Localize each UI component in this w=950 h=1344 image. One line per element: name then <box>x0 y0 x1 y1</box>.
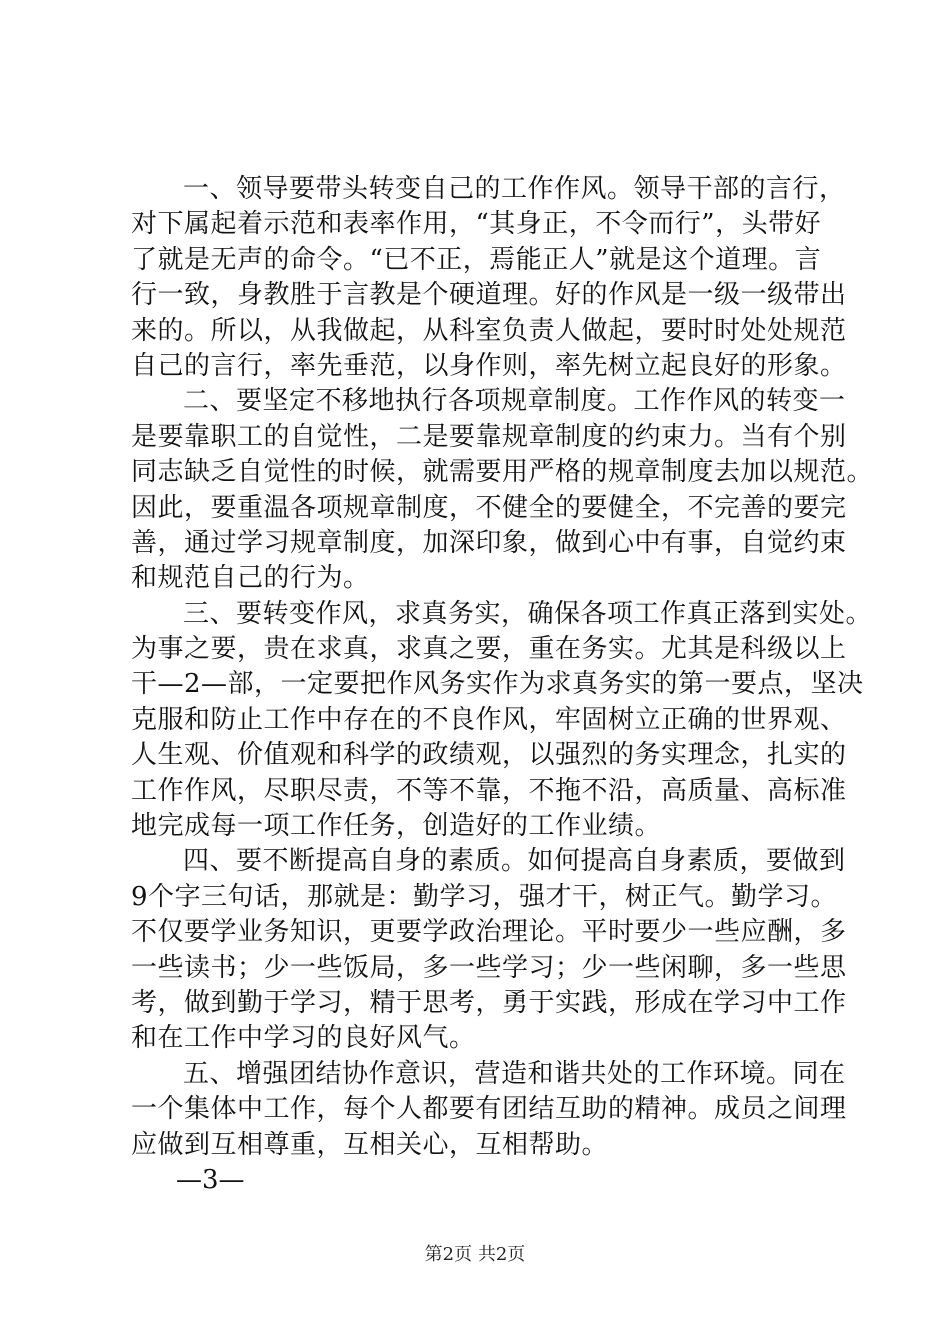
paragraph-4-line-3: 不仅要学业务知识，更要学政治理论。平时要少一些应酬，多 <box>131 917 847 948</box>
paragraph-5-line-2: 一个集体中工作，每个人都要有团结互助的精神。成员之间理 <box>131 1094 847 1125</box>
paragraph-2-line-2: 是要靠职工的自觉性，二是要靠规章制度的约束力。当有个别 <box>131 421 847 452</box>
paragraph-4-line-6: 和在工作中学习的良好风气。 <box>131 1023 476 1054</box>
paragraph-2-line-6: 和规范自己的行为。 <box>131 563 370 594</box>
paragraph-4-line-5: 考，做到勤于学习，精于思考，勇于实践，形成在学习中工作 <box>131 987 847 1018</box>
paragraph-3-line-7: 地完成每一项工作任务，创造好的工作业绩。 <box>131 811 662 842</box>
paragraph-1-line-4: 行一致，身教胜于言教是个硬道理。好的作风是一级一级带出 <box>131 280 847 311</box>
paragraph-1-line-2: 对下属起着示范和表率作用，“其身正，不令而行”，头带好 <box>131 209 822 240</box>
paragraph-3-line-1: 三、要转变作风，求真务实，确保各项工作真正落到实处。 <box>183 598 873 629</box>
paragraph-2-line-1: 二、要坚定不移地执行各项规章制度。工作作风的转变一 <box>183 386 846 417</box>
paragraph-3-line-4: 克服和防止工作中存在的不良作风，牢固树立正确的世界观、 <box>131 704 847 735</box>
paragraph-2-line-3: 同志缺乏自觉性的时候，就需要用严格的规章制度去加以规范。 <box>131 457 874 488</box>
paragraph-4-line-2: 9个字三句话，那就是：勤学习，强才干，树正气。勤学习。 <box>131 881 838 912</box>
paragraph-3-line-5: 人生观、价值观和科学的政绩观，以强烈的务实理念，扎实的 <box>131 740 847 771</box>
paragraph-2-line-5: 善，通过学习规章制度，加深印象，做到心中有事，自觉约束 <box>131 527 847 558</box>
page-footer: 第2页 共2页 <box>424 1244 526 1265</box>
paragraph-3-line-6: 工作作风，尽职尽责，不等不靠，不拖不沿，高质量、高标准 <box>131 775 847 806</box>
paragraph-1-line-6: 自己的言行，率先垂范，以身作则，率先树立起良好的形象。 <box>131 350 847 381</box>
inline-page-marker: —3— <box>176 1164 245 1195</box>
paragraph-2-line-4: 因此，要重温各项规章制度，不健全的要健全，不完善的要完 <box>131 492 847 523</box>
paragraph-3-line-2: 为事之要，贵在求真，求真之要，重在务实。尤其是科级以上 <box>131 634 847 665</box>
paragraph-5-line-1: 五、增强团结协作意识，营造和谐共处的工作环境。同在 <box>183 1058 846 1089</box>
paragraph-1-line-5: 来的。所以，从我做起，从科室负责人做起，要时时处处规范 <box>131 315 847 346</box>
paragraph-1-line-3: 了就是无声的命令。“已不正，焉能正人”就是这个道理。言 <box>131 244 822 275</box>
paragraph-5-line-3: 应做到互相尊重，互相关心，互相帮助。 <box>131 1129 609 1160</box>
paragraph-1-line-1: 一、领导要带头转变自己的工作作风。领导干部的言行， <box>183 174 846 204</box>
paragraph-3-line-3: 干—2—部，一定要把作风务实作为求真务实的第一要点，坚决 <box>131 669 864 700</box>
document-body <box>131 172 874 1198</box>
paragraph-4-line-4: 一些读书；少一些饭局，多一些学习；少一些闲聊，多一些思 <box>131 952 847 983</box>
paragraph-4-line-1: 四、要不断提高自身的素质。如何提高自身素质，要做到 <box>183 846 846 877</box>
